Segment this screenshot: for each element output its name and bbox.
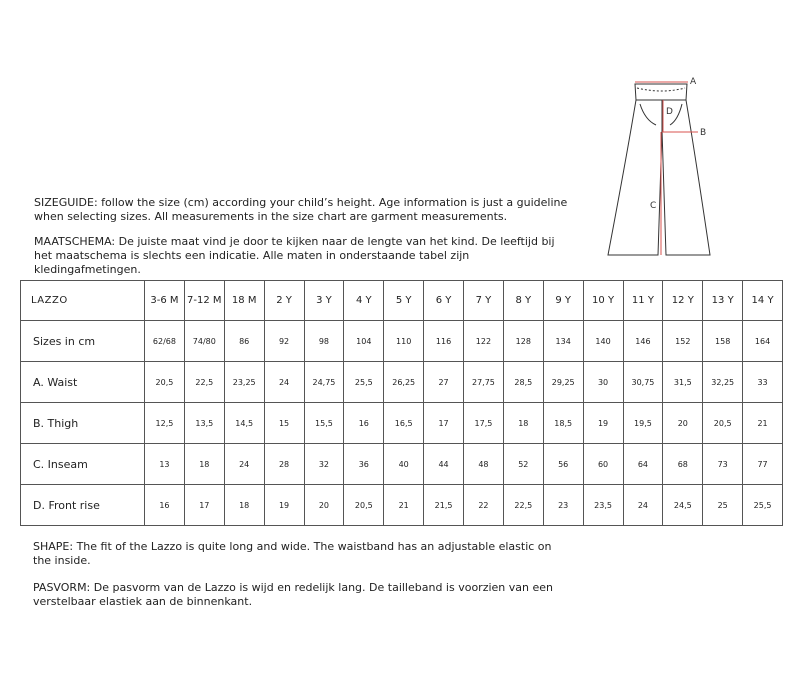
table-cell: 27 — [424, 362, 464, 403]
table-cell: 116 — [424, 321, 464, 362]
size-header: 7-12 M — [184, 281, 224, 321]
table-cell: 62/68 — [145, 321, 185, 362]
table-row — [21, 485, 783, 526]
table-cell: 14,5 — [224, 403, 264, 444]
table-cell: 140 — [583, 321, 623, 362]
size-header: 6 Y — [424, 281, 464, 321]
table-cell: 44 — [424, 444, 464, 485]
table-cell: 19 — [264, 485, 304, 526]
table-cell: 86 — [224, 321, 264, 362]
table-cell: 16,5 — [384, 403, 424, 444]
size-header: 7 Y — [464, 281, 504, 321]
product-name: LAZZO — [21, 281, 145, 321]
table-cell: 27,75 — [464, 362, 504, 403]
row-label: A. Waist — [21, 362, 145, 403]
table-cell: 15 — [264, 403, 304, 444]
table-cell: 20,5 — [145, 362, 185, 403]
table-cell: 152 — [663, 321, 703, 362]
table-cell: 146 — [623, 321, 663, 362]
table-cell: 21 — [743, 403, 783, 444]
size-header: 3-6 M — [145, 281, 185, 321]
shape-dutch: PASVORM: De pasvorm van de Lazzo is wijd en redelijk lang. De tailleband is voorzien van een verstelbaar elastiek aan de binnenkant. — [33, 581, 553, 608]
table-cell: 23,5 — [583, 485, 623, 526]
table-cell: 30,75 — [623, 362, 663, 403]
table-cell: 31,5 — [663, 362, 703, 403]
table-cell: 23 — [543, 485, 583, 526]
table-cell: 18 — [184, 444, 224, 485]
table-cell: 104 — [344, 321, 384, 362]
table-cell: 128 — [503, 321, 543, 362]
table-row — [21, 321, 783, 362]
table-cell: 92 — [264, 321, 304, 362]
size-header: 3 Y — [304, 281, 344, 321]
table-cell: 25,5 — [344, 362, 384, 403]
table-cell: 122 — [464, 321, 504, 362]
row-label: Sizes in cm — [21, 321, 145, 362]
table-cell: 22 — [464, 485, 504, 526]
table-cell: 17,5 — [464, 403, 504, 444]
size-header: 9 Y — [543, 281, 583, 321]
table-cell: 52 — [503, 444, 543, 485]
table-cell: 23,25 — [224, 362, 264, 403]
table-cell: 24 — [264, 362, 304, 403]
table-cell: 24 — [623, 485, 663, 526]
table-cell: 56 — [543, 444, 583, 485]
table-cell: 33 — [743, 362, 783, 403]
table-cell: 98 — [304, 321, 344, 362]
row-label: B. Thigh — [21, 403, 145, 444]
label-c: C — [650, 201, 657, 211]
table-cell: 22,5 — [184, 362, 224, 403]
table-row — [21, 362, 783, 403]
table-cell: 22,5 — [503, 485, 543, 526]
table-cell: 16 — [344, 403, 384, 444]
table-cell: 77 — [743, 444, 783, 485]
table-cell: 20,5 — [703, 403, 743, 444]
table-cell: 48 — [464, 444, 504, 485]
table-cell: 32 — [304, 444, 344, 485]
sizeguide-dutch: MAATSCHEMA: De juiste maat vind je door te kijken naar de lengte van het kind. De leeftijd bij het maatschema is slechts een indicatie. Alle maten in onderstaande tabel zijn kledingafmetingen. — [34, 235, 555, 276]
pants-illustration — [590, 70, 720, 270]
table-cell: 19 — [583, 403, 623, 444]
table-cell: 15,5 — [304, 403, 344, 444]
table-cell: 19,5 — [623, 403, 663, 444]
table-cell: 36 — [344, 444, 384, 485]
table-cell: 12,5 — [145, 403, 185, 444]
size-header: 8 Y — [503, 281, 543, 321]
table-cell: 28,5 — [503, 362, 543, 403]
size-header: 10 Y — [583, 281, 623, 321]
table-cell: 24,75 — [304, 362, 344, 403]
label-b: B — [700, 128, 707, 138]
size-header: 4 Y — [344, 281, 384, 321]
size-header: 5 Y — [384, 281, 424, 321]
table-cell: 158 — [703, 321, 743, 362]
table-cell: 25 — [703, 485, 743, 526]
table-cell: 32,25 — [703, 362, 743, 403]
table-cell: 20 — [663, 403, 703, 444]
table-cell: 30 — [583, 362, 623, 403]
size-header: 11 Y — [623, 281, 663, 321]
table-cell: 110 — [384, 321, 424, 362]
table-cell: 28 — [264, 444, 304, 485]
table-cell: 40 — [384, 444, 424, 485]
table-cell: 164 — [743, 321, 783, 362]
table-cell: 20,5 — [344, 485, 384, 526]
table-cell: 18 — [503, 403, 543, 444]
table-cell: 60 — [583, 444, 623, 485]
table-cell: 26,25 — [384, 362, 424, 403]
shape-english: SHAPE: The fit of the Lazzo is quite long and wide. The waistband has an adjustable elastic on the inside. — [33, 540, 552, 567]
table-row — [21, 403, 783, 444]
table-cell: 24 — [224, 444, 264, 485]
size-header: 2 Y — [264, 281, 304, 321]
size-table — [20, 280, 783, 526]
size-header: 13 Y — [703, 281, 743, 321]
table-cell: 29,25 — [543, 362, 583, 403]
size-header: 18 M — [224, 281, 264, 321]
table-cell: 18,5 — [543, 403, 583, 444]
table-cell: 25,5 — [743, 485, 783, 526]
table-cell: 134 — [543, 321, 583, 362]
label-a: A — [690, 77, 697, 87]
table-cell: 17 — [424, 403, 464, 444]
table-cell: 17 — [184, 485, 224, 526]
size-header: 12 Y — [663, 281, 703, 321]
table-cell: 13 — [145, 444, 185, 485]
table-cell: 24,5 — [663, 485, 703, 526]
table-cell: 13,5 — [184, 403, 224, 444]
table-header-row — [21, 281, 783, 321]
table-cell: 64 — [623, 444, 663, 485]
table-cell: 73 — [703, 444, 743, 485]
table-cell: 18 — [224, 485, 264, 526]
row-label: C. Inseam — [21, 444, 145, 485]
table-row — [21, 444, 783, 485]
table-cell: 16 — [145, 485, 185, 526]
table-cell: 74/80 — [184, 321, 224, 362]
table-cell: 20 — [304, 485, 344, 526]
size-header: 14 Y — [743, 281, 783, 321]
row-label: D. Front rise — [21, 485, 145, 526]
sizeguide-english: SIZEGUIDE: follow the size (cm) according your child’s height. Age information is just a guideline when selecting sizes. All measurements in the size chart are garment measurements. — [34, 196, 568, 223]
label-d: D — [666, 107, 673, 117]
table-cell: 21 — [384, 485, 424, 526]
table-cell: 21,5 — [424, 485, 464, 526]
table-cell: 68 — [663, 444, 703, 485]
